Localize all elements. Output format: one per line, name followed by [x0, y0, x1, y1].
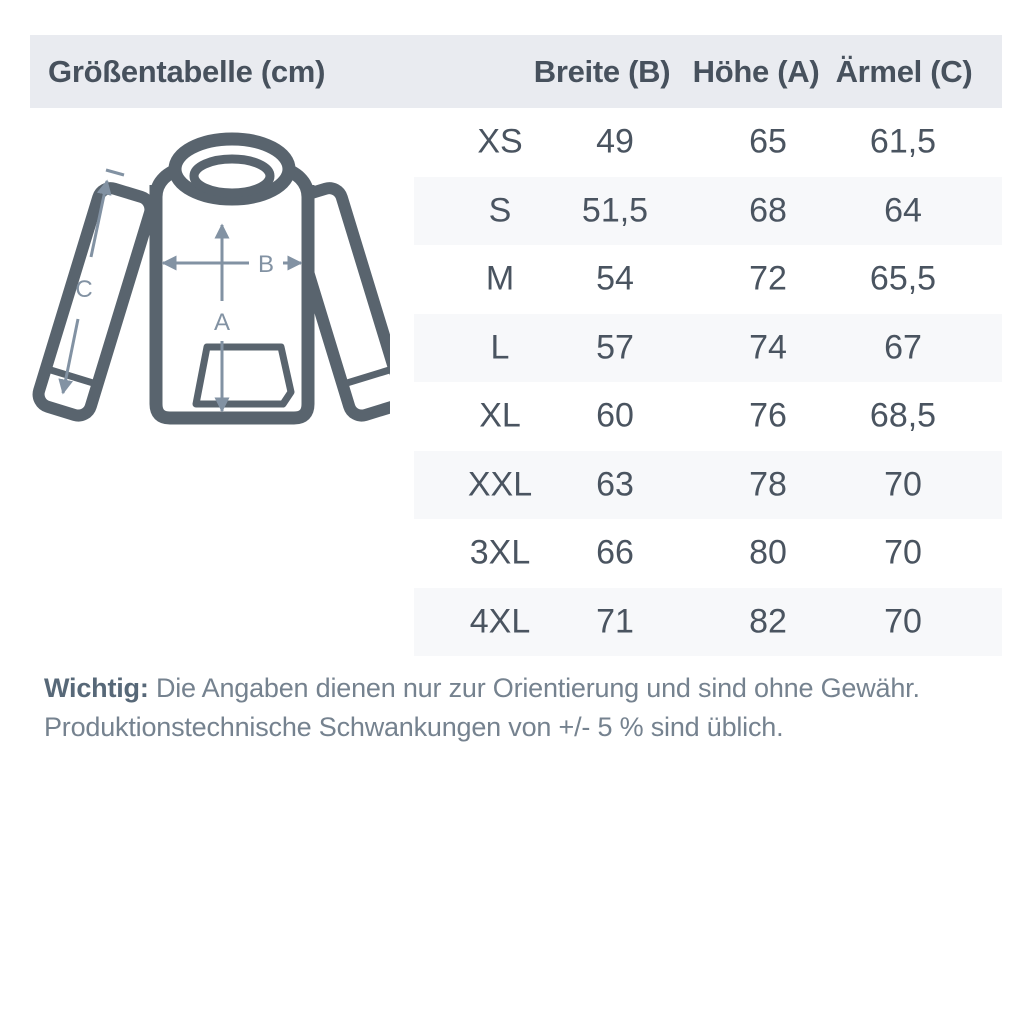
hoehe-value: 82: [749, 602, 787, 641]
breite-value: 66: [596, 533, 634, 572]
table-row-xl: [414, 382, 1002, 451]
table-row-xs: [414, 108, 1002, 177]
aermel-value: 68,5: [869, 396, 937, 435]
aermel-value: 61,5: [869, 122, 937, 161]
hoodie-pocket: [196, 347, 291, 404]
aermel-value: 65,5: [869, 259, 937, 298]
column-header-aermel: Ärmel (C): [835, 53, 973, 89]
breite-value: 63: [596, 465, 634, 504]
hoehe-value: 80: [749, 533, 787, 572]
hoehe-value: 72: [749, 259, 787, 298]
table-row-m: [414, 245, 1002, 314]
disclaimer-line-2: Produktionstechnische Schwankungen von +/- 5 % sind üblich.: [44, 712, 784, 742]
column-header-hoehe: Höhe (A): [692, 53, 820, 89]
hoehe-value: 78: [749, 465, 787, 504]
table-row-xxl: [414, 451, 1002, 520]
size-label: S: [488, 191, 512, 230]
breite-value: 51,5: [581, 191, 649, 230]
disclaimer-line-1: [44, 669, 920, 708]
aermel-value: 70: [884, 533, 922, 572]
size-table-header: [30, 35, 1002, 108]
hoehe-value: 74: [749, 328, 787, 367]
disclaimer-text-1: Die Angaben dienen nur zur Orientierung und sind ohne Gewähr.: [148, 673, 920, 703]
table-row-3xl: [414, 519, 1002, 588]
aermel-value: 64: [884, 191, 922, 230]
dimension-label-b: B: [257, 251, 275, 278]
aermel-value: 67: [884, 328, 922, 367]
breite-value: 54: [596, 259, 634, 298]
size-label: XXL: [467, 465, 533, 504]
table-row-l: [414, 314, 1002, 383]
size-label: 3XL: [469, 533, 531, 572]
breite-value: 60: [596, 396, 634, 435]
breite-value: 57: [596, 328, 634, 367]
breite-value: 49: [596, 122, 634, 161]
disclaimer-note: [44, 669, 920, 747]
hoodie-measurement-diagram: [30, 125, 390, 445]
breite-value: 71: [596, 602, 634, 641]
arrow-c-end-tick: [106, 170, 124, 175]
disclaimer-bold-label: Wichtig:: [44, 673, 149, 703]
table-row-4xl: [414, 588, 1002, 657]
size-label: XS: [477, 122, 523, 161]
column-header-breite: Breite (B): [533, 53, 671, 89]
table-row-s: [414, 177, 1002, 246]
aermel-value: 70: [884, 602, 922, 641]
size-label: M: [485, 259, 515, 298]
size-label: L: [490, 328, 510, 367]
hoehe-value: 68: [749, 191, 787, 230]
dimension-label-c: C: [75, 276, 93, 303]
hoodie-left-sleeve: [35, 185, 153, 419]
size-table-body: [414, 108, 1002, 656]
aermel-value: 70: [884, 465, 922, 504]
size-label: 4XL: [469, 602, 531, 641]
hoehe-value: 65: [749, 122, 787, 161]
size-table-title: Größentabelle (cm): [48, 53, 326, 89]
dimension-label-a: A: [213, 309, 231, 336]
size-label: XL: [479, 396, 521, 435]
hoehe-value: 76: [749, 396, 787, 435]
